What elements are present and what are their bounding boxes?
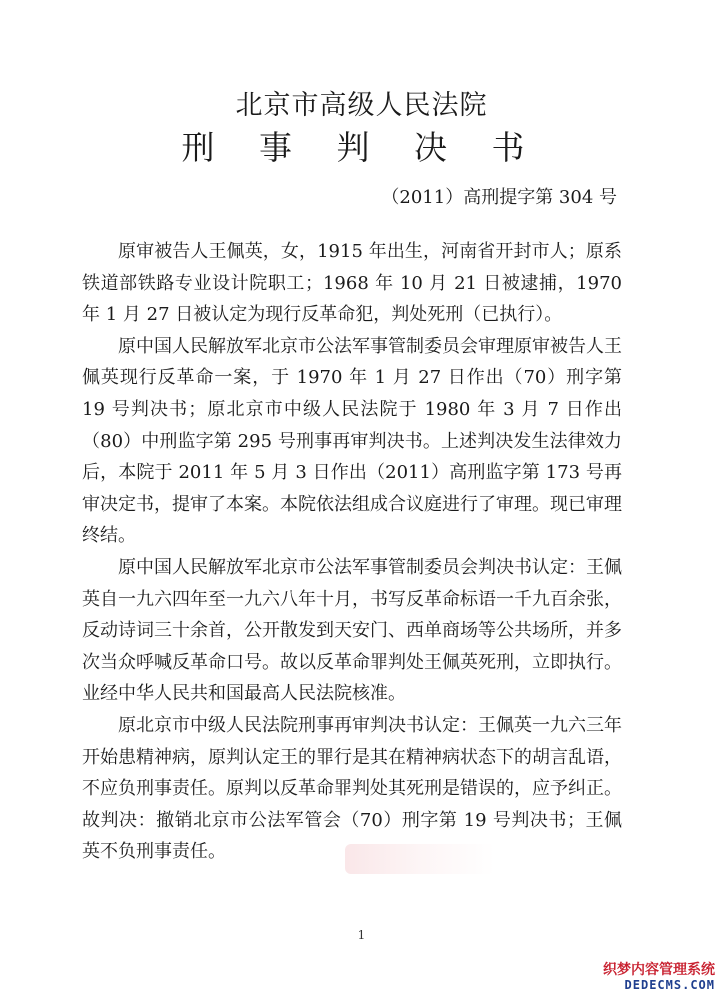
paragraph-original-findings: 原中国人民解放军北京市公法军事管制委员会判决书认定：王佩英自一九六四年至一九六八年十月，书写反革命标语一千九百余张，反动诗词三十余首，公开散发到天安门、西单商场等公共场所，并多次当众呼喊反革命口号。故以反革命罪判处王佩英死刑，立即执行。业经中华人民共和国最高人民法院核准。 <box>82 556 622 705</box>
document-type-title: 刑 事 判 决 书 <box>181 128 542 167</box>
page-number: 1 <box>357 928 366 942</box>
paragraph-retrial-findings: 原北京市中级人民法院刑事再审判决书认定：王佩英一九六三年开始患精神病，原判认定王的罪行是其在精神病状态下的胡言乱语，不应负刑事责任。原判以反革命罪判处其死刑是错误的，应予纠正。故判决：撤销北京市公法军管会（70）刑字第 19 号判决书；王佩英不负刑事责任。 <box>82 714 622 863</box>
seal-stamp-trace <box>345 844 495 874</box>
watermark-en-text: DEDECMS.COM <box>624 977 715 992</box>
paragraph-case-history: 原中国人民解放军北京市公法军事管制委员会审理原审被告人王佩英现行反革命一案，于 1970 年 1 月 27 日作出（70）刑字第 19 号判决书；原北京市中级人民法院于 1980 年 3 月 7 日作出（80）中刑监字第 295 号刑事再审判决书。上述判决发生法律效力后，本院于 2011 年 5 月 3 日作出（2011）高刑监字第 173 号再审决定书，提审了本案。本院依法组成合议庭进行了审理。现已审理终结。 <box>82 335 622 547</box>
court-name: 北京市高级人民法院 <box>235 90 488 121</box>
document-header <box>0 88 723 170</box>
judgment-body <box>82 236 622 868</box>
watermark-cn-text: 织梦内容管理系统 <box>603 962 715 979</box>
case-number: （2011）高刑提字第 304 号 <box>381 187 617 208</box>
site-watermark <box>603 963 715 992</box>
paragraph-defendant-info: 原审被告人王佩英，女，1915 年出生，河南省开封市人；原系铁道部铁路专业设计院职工；1968 年 10 月 21 日被逮捕，1970 年 1 月 27 日被认定为现行反革命犯，判处死刑（已执行）。 <box>82 241 622 326</box>
